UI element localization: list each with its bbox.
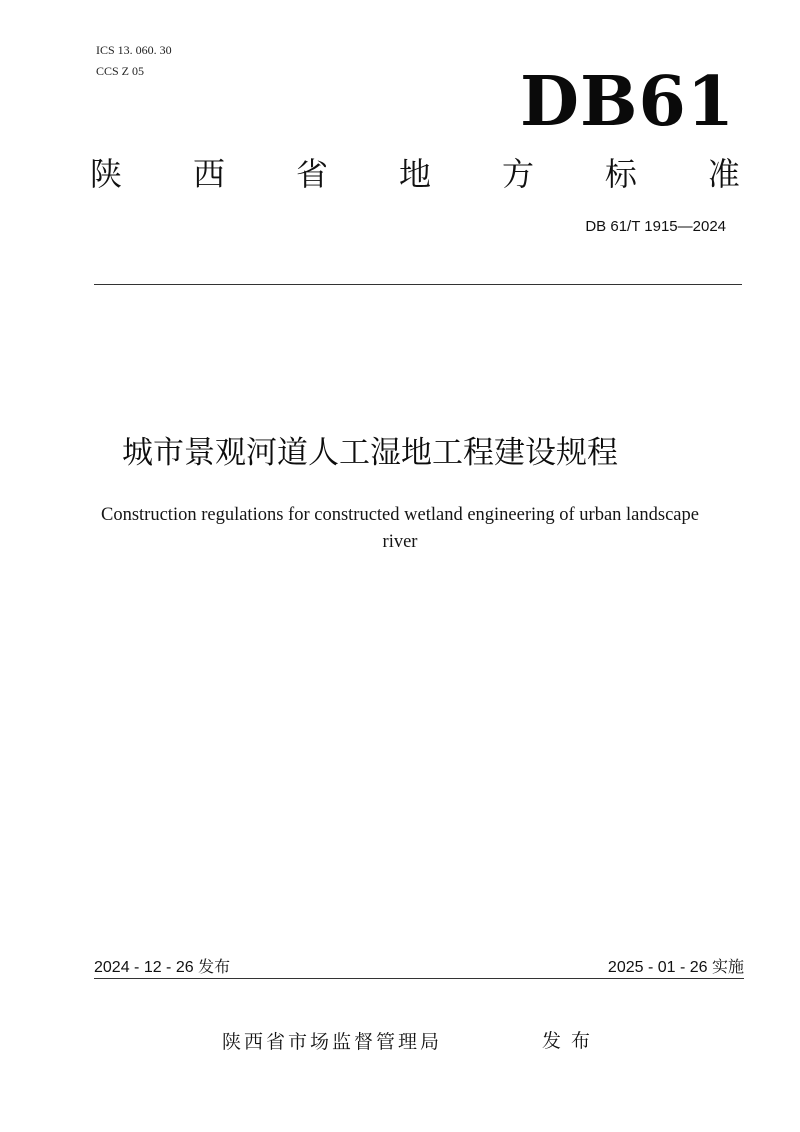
standard-type-char: 准 [707,155,740,193]
ccs-code: CCS Z 05 [96,64,145,78]
standard-logo: DB61 [520,62,736,142]
classification-codes [96,40,172,82]
standard-type-char: 省 [295,155,328,193]
standard-type-char: 陕 [90,155,123,193]
standard-type-char: 方 [501,155,534,193]
standard-type-char: 西 [192,155,225,193]
implementation-date: 2025 - 01 - 26 实施 [607,959,744,976]
issuing-verb: 发布 [542,1030,601,1052]
english-title-line-2: river [382,532,418,552]
standard-number: DB 61/T 1915—2024 [585,218,726,235]
standard-type-char: 标 [604,155,637,193]
standard-type-heading [90,152,740,196]
document-title-english [90,502,710,556]
header-divider [94,284,742,285]
standard-type-char: 地 [398,155,431,193]
english-title-line-1: Construction regulations for constructed wetland engineering of urban landscape [101,505,699,525]
ics-code: ICS 13. 060. 30 [96,43,172,57]
footer-divider [94,978,744,979]
issuing-authority: 陕西省市场监督管理局 [222,1031,443,1053]
document-title-chinese: 城市景观河道人工湿地工程建设规程 [122,435,618,471]
issue-date: 2024 - 12 - 26 发布 [94,959,231,976]
